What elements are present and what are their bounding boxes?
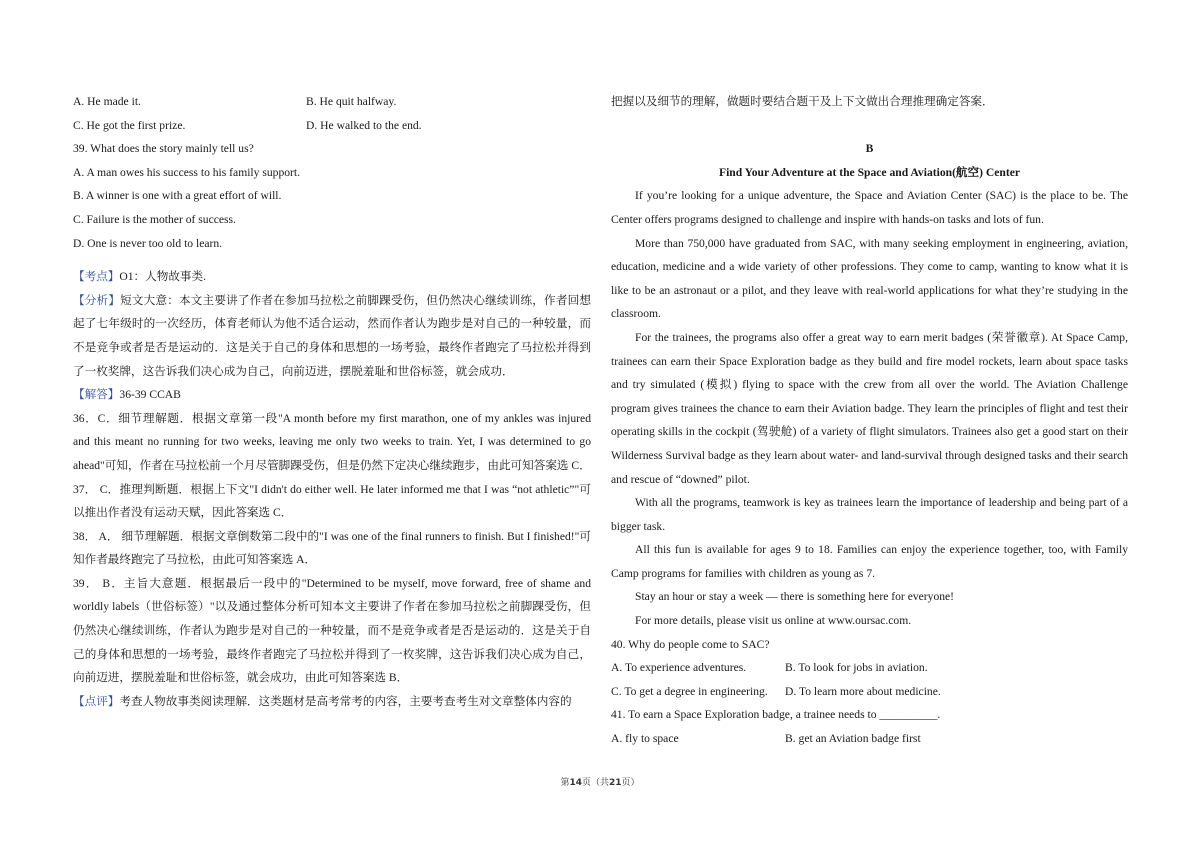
q40-question: 40. Why do people come to SAC? [611,637,770,651]
analysis-continuation: 把握以及细节的理解，做题时要结合题干及上下文做出合理推理确定答案． [611,95,994,108]
answer-38: 38． A． 细节理解题．根据文章倒数第二段中的"I was one of the final runners to finish. But I finished!"可知作者最终跑完了马拉松，由此可知答案选 A． [73,529,591,567]
passage-paragraph-7: For more details, please visit us online at www.oursac.com. [635,614,912,628]
dianping-tag: 【点评】 [73,694,120,708]
fenxi-tag: 【分析】 [73,293,121,307]
right-column [611,90,1128,751]
q40-options-row-1 [611,656,1128,680]
q41-option-a: A. fly to space [611,732,679,746]
kaodian-section [73,265,591,289]
q39-option-b: B. A winner is one with a great effort of will. [73,189,282,203]
q38-option-b: B. He quit halfway. [306,95,397,108]
fenxi-text: 短文大意：本文主要讲了作者在参加马拉松之前脚踝受伤，但仍然决心继续训练，作者回想起了七年级时的一次经历，体育老师认为他不适合运动，然而作者认为跑步是对自己的一种较量，而不是竞争或者是否是运动的．这是关于自己的身体和思想的一场考验，最终作者跑完了马拉松并得到了一枚奖牌，这告诉我们决心成为自己，向前迈进，摆脱羞耻和世俗标签，就会成功． [73,293,591,378]
fenxi-section [73,289,591,383]
answer-36: 36．C．细节理解题．根据文章第一段"A month before my first marathon, one of my ankles was injured and this meant no running for two weeks, leaving me only two weeks to train. Yet, I was determined to go ahead"可知，作者在马拉松前一个月尽管脚踝受伤，但是仍然下定决心继续跑步，由此可知答案选 C． [73,411,591,472]
passage-paragraph-6: Stay an hour or stay a week — there is something here for everyone! [635,590,955,604]
passage-paragraph-3: For the trainees, the programs also offer a great way to earn merit badges (荣誉徽章). At Space Camp, trainees can earn their Space Exploration badge as they build and fire model rockets, learn about space tasks and try simulated (模拟) flying to space with the crew from all over the world. The Aviation Challenge program gives trainees the chance to earn their Aviation badge. They learn the principles of flight and test their operating skills in the cockpit (驾驶舱) of a variety of flight simulators. Trainees also get a good start on their Wilderness Survival badge as they learn about water- and land-survival through designed tasks and their search and rescue of “downed” pilot. [611,330,1128,486]
jieda-tag: 【解答】 [73,388,120,402]
page-footer [0,775,1200,788]
q38-option-c: C. He got the first prize. [73,118,186,132]
q38-option-a: A. He made it. [73,95,141,108]
q40-option-d: D. To learn more about medicine. [785,684,941,698]
footer-page-number: 14 [569,778,582,788]
q40-option-b: B. To look for jobs in aviation. [785,661,928,675]
q38-options-row-2 [73,114,591,138]
q39-option-a: A. A man owes his success to his family support. [73,165,301,179]
footer-middle: 页（共 [581,778,609,788]
passage-paragraph-5: All this fun is available for ages 9 to 18. Families can enjoy the experience together, too, with Family Camp programs for families with children as young as 7. [611,543,1128,580]
answer-39: 39． B．主旨大意题．根据最后一段中的"Determined to be myself, move forward, free of shame and worldly labels（世俗标签）"以及通过整体分析可知本文主要讲了作者在参加马拉松之前脚踝受伤，但仍然决心继续训练，作者认为跑步是对自己的一种较量，而不是竞争或者是否是运动的．这是关于自己的身体和思想的一场考验，最终作者跑完了马拉松并得到了一枚奖牌，这告诉我们决心成为自己，向前迈进，摆脱羞耻和世俗标签，就会成功，由此可知答案选 B． [73,576,591,685]
section-letter: B [865,142,874,156]
passage-paragraph-4: With all the programs, teamwork is key as trainees learn the importance of leadership and being part of a bigger task. [611,496,1128,533]
kaodian-tag: 【考点】 [73,270,120,284]
passage-paragraph-1: If you’re looking for a unique adventure, the Space and Aviation Center (SAC) is the place to be. The Center offers programs designed to challenge and inspire with hands-on tasks and lots of fun. [611,189,1128,226]
dianping-section [73,690,591,714]
q39-option-d: D. One is never too old to learn. [73,236,223,250]
jieda-text: 36-39 CCAB [119,388,181,402]
kaodian-text: O1：人物故事类. [119,270,207,284]
q38-option-d: D. He walked to the end. [306,118,422,132]
q40-option-a: A. To experience adventures. [611,661,747,675]
q41-question: 41. To earn a Space Exploration badge, a trainee needs to __________. [611,708,941,722]
q40-options-row-2 [611,680,1128,704]
answer-37: 37． C．推理判断题．根据上下文"I didn't do either well. He later informed me that I was “not athletic”"可以推出作者没有运动天赋，因此答案选 C． [73,482,591,520]
footer-suffix: 页） [621,778,640,788]
dianping-text: 考查人物故事类阅读理解．这类题材是高考常考的内容，主要考查考生对文章整体内容的 [119,694,572,708]
q40-option-c: C. To get a degree in engineering. [611,684,768,698]
passage-title: Find Your Adventure at the Space and Aviation(航空) Center [718,165,1021,179]
footer-total-pages: 21 [609,778,622,788]
q41-options-row-1 [611,727,1128,751]
passage-paragraph-2: More than 750,000 have graduated from SAC, with many seeking employment in engineering, aviation, education, medicine and a wide variety of other professions. They come to camp, wanting to know what it is like to be an astronaut or a pilot, and they leave with real-world applications for what they’re studying in the classroom. [611,236,1128,321]
q39-option-c: C. Failure is the mother of success. [73,212,236,226]
footer-prefix: 第 [560,778,570,788]
q38-options-row-1 [73,90,591,114]
jieda-section [73,383,591,407]
left-column [73,90,591,713]
q39-question: 39. What does the story mainly tell us? [73,142,254,156]
q41-option-b: B. get an Aviation badge first [785,732,921,746]
